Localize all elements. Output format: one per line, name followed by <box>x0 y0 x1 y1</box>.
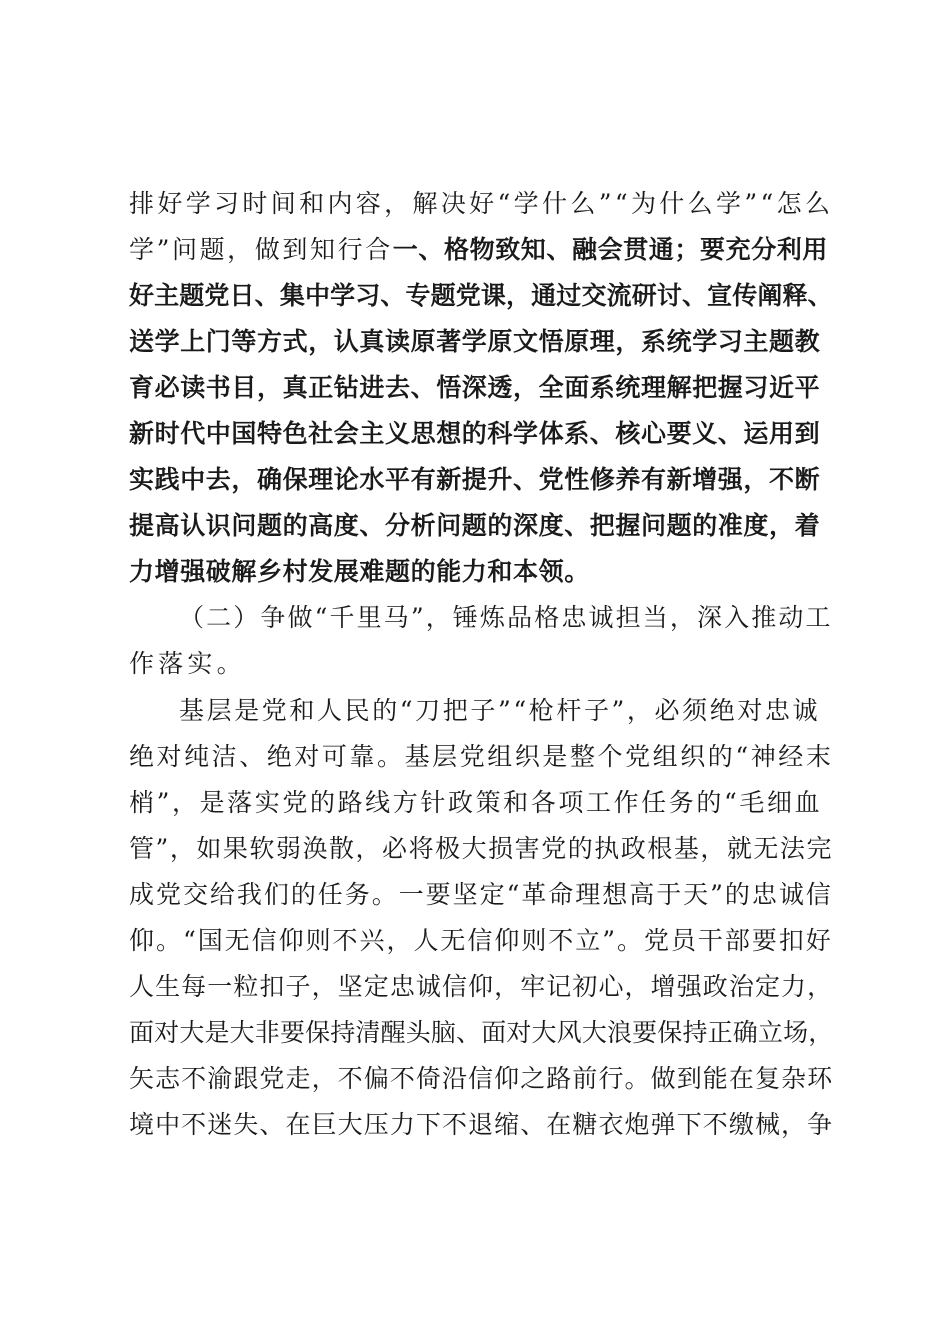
paragraph-loyalty <box>129 688 833 1148</box>
text-line: 绝对纯洁、绝对可靠。基层党组织是整个党组织的“神经末 <box>129 742 834 771</box>
text-line: 育必读书目，真正钻进去、悟深透，全面系统理解把握习近平 <box>129 373 821 402</box>
text-line: 人生每一粒扣子，坚定忠诚信仰，牢记初心，增强政治定力， <box>129 972 834 1001</box>
heading-line: （二）争做“千里马”，锤炼品格忠诚担当，深入推动工 <box>179 603 833 632</box>
heading-line: 作落实。 <box>129 649 246 678</box>
text-line: 提高认识问题的高度、分析问题的深度、把握问题的准度，着 <box>129 511 821 540</box>
paragraph-study <box>129 181 833 595</box>
text-line: 梢”，是落实党的路线方针政策和各项工作任务的“毛细血 <box>129 788 823 817</box>
text-line: 矢志不渝跟党走，不偏不倚沿信仰之路前行。做到能在复杂环 <box>129 1064 834 1093</box>
section-heading <box>129 595 833 687</box>
text-line: 基层是党和人民的“刀把子”“枪杆子”，必须绝对忠诚 <box>179 696 821 725</box>
text-line: 好主题党日、集中学习、专题党课，通过交流研讨、宣传阐释、 <box>129 281 833 310</box>
text-line: 送学上门等方式，认真读原著学原文悟原理，系统学习主题教 <box>129 327 821 356</box>
text-line: 仰。“国无信仰则不兴，人无信仰则不立”。党员干部要扣好 <box>129 926 833 955</box>
text-line-normal: 学”问题，做到知行合 <box>129 235 393 264</box>
text-line: 新时代中国特色社会主义思想的科学体系、核心要义、运用到 <box>129 419 821 448</box>
text-line: 面对大是大非要保持清醒头脑、面对大风大浪要保持正确立场， <box>129 1018 834 1047</box>
text-line: 成党交给我们的任务。一要坚定“革命理想高于天”的忠诚信 <box>129 880 833 909</box>
text-line-normal: 排好学习时间和内容，解决好“学什么”“为什么学”“怎么 <box>129 189 834 218</box>
text-line: 力增强破解乡村发展难题的能力和本领。 <box>129 557 590 586</box>
text-line: 境中不迷失、在巨大压力下不退缩、在糖衣炮弹下不缴械，争 <box>129 1110 834 1139</box>
text-line: 实践中去，确保理论水平有新提升、党性修养有新增强，不断 <box>129 465 821 494</box>
text-line <box>129 227 833 273</box>
text-line <box>129 181 833 227</box>
text-line: 管”，如果软弱涣散，必将极大损害党的执政根基，就无法完 <box>129 834 833 863</box>
text-line-bold: 一、格物致知、融会贯通；要充分利用 <box>392 235 828 264</box>
